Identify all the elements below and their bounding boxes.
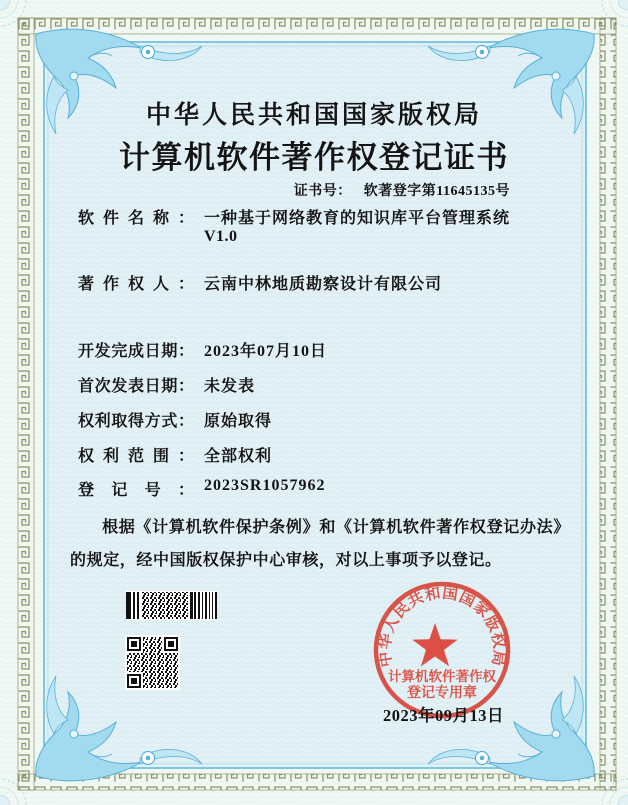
field-label: 软件名称：: [78, 210, 194, 227]
field-value: [204, 205, 510, 246]
field-label: 首次发表日期：: [78, 378, 194, 395]
field-label: 开发完成日期：: [78, 343, 194, 360]
field-registration-number: [78, 477, 325, 500]
field-value: 原始取得: [204, 413, 273, 430]
seal-line2: 登记专用章: [407, 686, 477, 701]
software-name-line1: 一种基于网络教育的知识库平台管理系统: [204, 210, 511, 227]
certificate-number-value: 软著登字第11645135号: [363, 184, 510, 199]
authority-name: 中华人民共和国国家版权局: [145, 102, 482, 129]
field-value: 2023SR1057962: [204, 477, 326, 494]
certificate-number-label: 证书号：: [293, 184, 352, 199]
field-value: 未发表: [204, 378, 256, 395]
qr-finder-bottom-left: [127, 672, 143, 688]
field-dev-complete-date: [78, 338, 327, 361]
field-label: 著作权人：: [78, 276, 194, 293]
field-label: 权利范围：: [78, 448, 194, 465]
seal-line1: 计算机软件著作权: [388, 669, 496, 684]
registration-statement: 根据《计算机软件保护条例》和《计算机软件著作权登记办法》的规定，经中国版权保护中心审核，对以上事项予以登记。: [70, 519, 570, 569]
seal-arc-text: 中华人民共和国国家版权局: [376, 584, 508, 669]
qr-finder-top-right: [162, 637, 178, 653]
field-copyright-owner: [78, 271, 442, 294]
field-software-name: [78, 205, 510, 246]
field-first-publish-date: [78, 373, 255, 396]
qr-code: [125, 635, 180, 690]
field-value: 2023年07月10日: [204, 343, 328, 360]
field-rights-scope: [78, 443, 272, 466]
field-label: 权利取得方式：: [78, 413, 194, 430]
field-label: 登记号：: [78, 482, 194, 499]
field-value: 云南中林地质勘察设计有限公司: [204, 276, 443, 293]
issue-date: 2023年09月13日: [383, 706, 504, 725]
pdf417-barcode: [126, 591, 217, 620]
qr-finder-top-left: [127, 637, 143, 653]
star-icon: [412, 623, 458, 666]
field-value: 全部权利: [204, 448, 273, 465]
certificate-number: [294, 180, 510, 200]
field-rights-acquisition: [78, 408, 272, 431]
software-version: V1.0: [204, 228, 238, 245]
certificate-title: 计算机软件著作权登记证书: [119, 140, 509, 175]
